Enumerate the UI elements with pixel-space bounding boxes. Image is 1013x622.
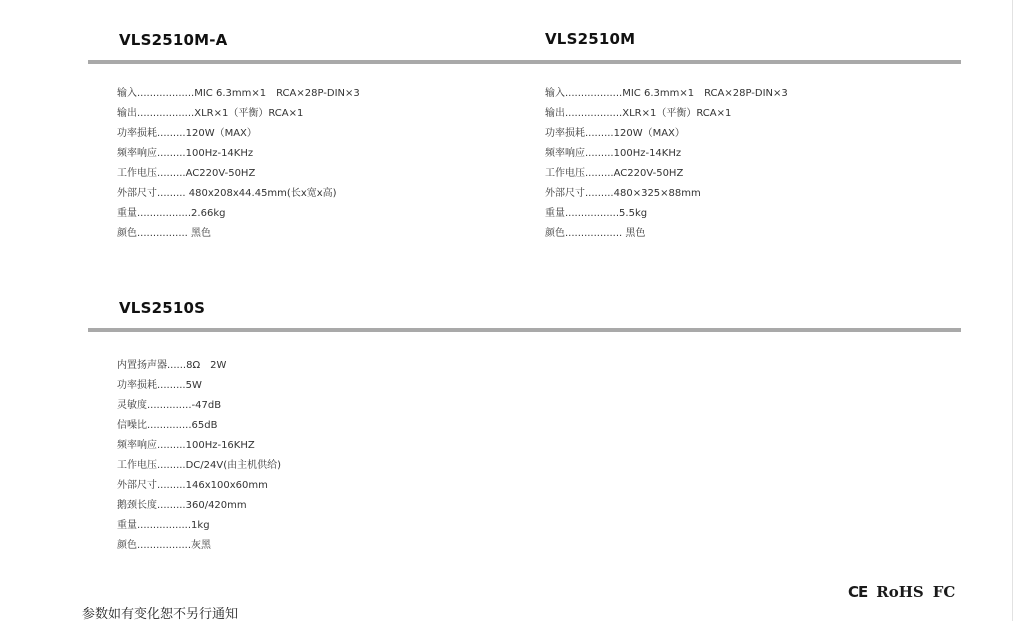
spec-row-power [545, 124, 788, 144]
spec-label: 输出.................. [545, 108, 623, 119]
spec-label: 外部尺寸......... [117, 480, 186, 491]
spec-label: 功率损耗......... [117, 380, 186, 391]
spec-row-sensitivity [117, 396, 281, 416]
spec-value: 1kg [191, 520, 210, 531]
fc-mark: FC [932, 583, 956, 601]
spec-value: AC220V-50HZ [185, 168, 256, 179]
spec-value: 100Hz-14KHz [185, 148, 254, 159]
spec-value: 2.66kg [191, 208, 226, 219]
section-divider-top [88, 60, 961, 64]
spec-row-weight [117, 204, 360, 224]
spec-label: 工作电压......... [545, 168, 614, 179]
spec-row-power [117, 376, 281, 396]
spec-row-weight [117, 516, 281, 536]
spec-label: 信噪比.............. [117, 420, 192, 431]
spec-row-frequency [117, 144, 360, 164]
spec-value: 360/420mm [185, 500, 247, 511]
spec-value: 65dB [191, 420, 218, 431]
spec-label: 重量................. [117, 520, 192, 531]
model-title-vls2510s: VLS2510S [119, 299, 206, 317]
spec-label: 工作电压......... [117, 168, 186, 179]
spec-row-gooseneck [117, 496, 281, 516]
spec-row-color [117, 536, 281, 556]
spec-label: 灵敏度.............. [117, 400, 192, 411]
spec-label: 输入.................. [545, 88, 623, 99]
spec-value: 480×325×88mm [613, 188, 701, 199]
spec-label: 频率响应......... [117, 440, 186, 451]
spec-value: 5W [185, 380, 202, 391]
spec-value: 120W（MAX） [613, 128, 685, 139]
spec-list-vls2510m [545, 84, 788, 244]
spec-label: 颜色................ [117, 228, 192, 239]
spec-label: 重量................. [117, 208, 192, 219]
spec-value: 100Hz-14KHz [613, 148, 682, 159]
spec-label: 工作电压......... [117, 460, 186, 471]
spec-row-speaker [117, 356, 281, 376]
spec-value: MIC 6.3mm×1 RCA×28P-DIN×3 [622, 88, 788, 99]
spec-label: 颜色................. [117, 540, 192, 551]
ce-mark: CE [848, 583, 868, 601]
spec-value: XLR×1（平衡）RCA×1 [194, 108, 304, 119]
spec-value: 8Ω 2W [186, 360, 227, 371]
spec-list-vls2510s [117, 356, 281, 556]
spec-row-frequency [545, 144, 788, 164]
spec-row-snr [117, 416, 281, 436]
spec-value: 灰黑 [191, 540, 212, 551]
spec-value: MIC 6.3mm×1 RCA×28P-DIN×3 [194, 88, 360, 99]
spec-label: 频率响应......... [545, 148, 614, 159]
spec-value: 146x100x60mm [185, 480, 268, 491]
spec-row-dimensions [545, 184, 788, 204]
spec-value: 黑色 [625, 228, 646, 239]
spec-label: 颜色.................. [545, 228, 626, 239]
spec-row-voltage [117, 164, 360, 184]
spec-row-color [545, 224, 788, 244]
spec-row-input [545, 84, 788, 104]
spec-row-input [117, 84, 360, 104]
spec-label: 频率响应......... [117, 148, 186, 159]
spec-label: 内置扬声器...... [117, 360, 187, 371]
spec-label: 外部尺寸......... [545, 188, 614, 199]
spec-label: 输入.................. [117, 88, 195, 99]
spec-value: 120W（MAX） [185, 128, 257, 139]
spec-value: -47dB [191, 400, 222, 411]
spec-label: 输出.................. [117, 108, 195, 119]
spec-label: 外部尺寸......... [117, 188, 189, 199]
spec-row-frequency [117, 436, 281, 456]
spec-value: 100Hz-16KHZ [185, 440, 255, 451]
spec-label: 功率损耗......... [117, 128, 186, 139]
model-title-vls2510m-a: VLS2510M-A [119, 31, 228, 49]
spec-value: AC220V-50HZ [613, 168, 684, 179]
certification-marks [848, 582, 955, 602]
spec-row-power [117, 124, 360, 144]
model-title-vls2510m: VLS2510M [545, 30, 636, 48]
spec-row-output [117, 104, 360, 124]
spec-row-color [117, 224, 360, 244]
spec-row-voltage [117, 456, 281, 476]
spec-value: 5.5kg [619, 208, 648, 219]
spec-list-vls2510m-a [117, 84, 360, 244]
spec-value: DC/24V(由主机供给) [185, 460, 282, 471]
rohs-mark: RoHS [876, 583, 924, 601]
spec-row-voltage [545, 164, 788, 184]
spec-value: 480x208x44.45mm(长x宽x高) [188, 188, 337, 199]
spec-row-output [545, 104, 788, 124]
section-divider-bottom [88, 328, 961, 332]
spec-label: 鹅颈长度......... [117, 500, 186, 511]
spec-row-dimensions [117, 184, 360, 204]
spec-value: XLR×1（平衡）RCA×1 [622, 108, 732, 119]
spec-value: 黑色 [191, 228, 212, 239]
spec-label: 功率损耗......... [545, 128, 614, 139]
spec-label: 重量................. [545, 208, 620, 219]
spec-row-dimensions [117, 476, 281, 496]
change-notice: 参数如有变化恕不另行通知 [82, 607, 239, 622]
spec-row-weight [545, 204, 788, 224]
